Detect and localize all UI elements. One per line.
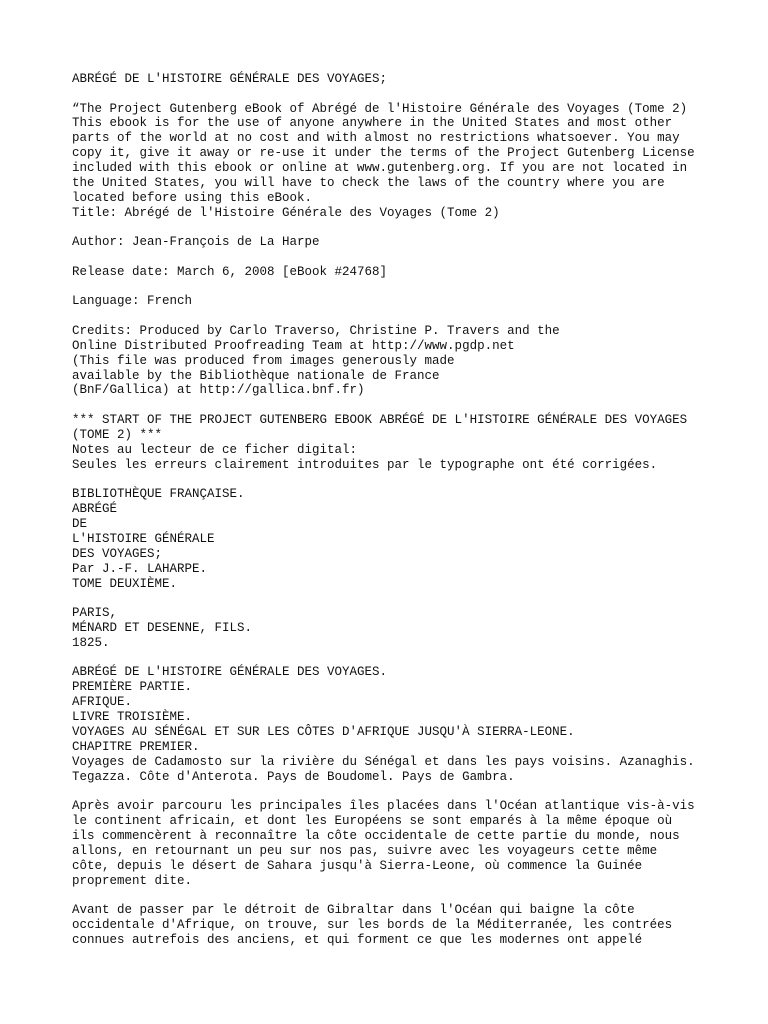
text-line: proprement dite. bbox=[72, 873, 193, 888]
text-line: Language: French bbox=[72, 294, 193, 309]
paragraph bbox=[72, 799, 702, 888]
paragraph bbox=[72, 324, 702, 399]
text-line: Avant de passer par le détroit de Gibraltar dans l'Océan qui baigne la côte bbox=[72, 903, 635, 918]
paragraph bbox=[72, 665, 702, 784]
text-line: Par J.-F. LAHARPE. bbox=[72, 561, 208, 576]
text-line: PARIS, bbox=[72, 606, 118, 621]
text-line: Credits: Produced by Carlo Traverso, Christine P. Travers and the bbox=[72, 323, 560, 338]
text-line: TOME DEUXIÈME. bbox=[72, 576, 178, 591]
text-line: CHAPITRE PREMIER. bbox=[72, 739, 200, 754]
text-line: MÉNARD ET DESENNE, FILS. bbox=[72, 621, 253, 636]
text-line: Après avoir parcouru les principales îles placées dans l'Océan atlantique vis-à-vis bbox=[72, 799, 695, 814]
text-line: “The Project Gutenberg eBook of Abrégé de l'Histoire Générale des Voyages (Tome 2) bbox=[72, 101, 688, 116]
text-line: L'HISTOIRE GÉNÉRALE bbox=[72, 531, 215, 546]
paragraph bbox=[72, 413, 702, 473]
text-line: BIBLIOTHÈQUE FRANÇAISE. bbox=[72, 487, 245, 502]
text-line: DE bbox=[72, 517, 88, 531]
text-line: LIVRE TROISIÈME. bbox=[72, 710, 193, 725]
text-line: allons, en retournant un peu sur nos pas, suivre avec les voyageurs cette même bbox=[72, 844, 658, 858]
text-line: le continent africain, et dont les Européens se sont emparés à la même époque où bbox=[72, 814, 673, 829]
text-line: the United States, you will have to check the laws of the country where you are bbox=[72, 176, 665, 191]
text-line: connues autrefois des anciens, et qui forment ce que les modernes ont appelé bbox=[72, 933, 643, 948]
text-line: located before using this eBook. bbox=[72, 190, 313, 205]
text-line: (BnF/Gallica) at http://gallica.bnf.fr) bbox=[72, 383, 365, 398]
text-line: occidentale d'Afrique, on trouve, sur les bords de la Méditerranée, les contrées bbox=[72, 918, 673, 933]
text-line: côte, depuis le désert de Sahara jusqu'à Sierra-Leone, où commence la Guinée bbox=[72, 858, 643, 873]
paragraph bbox=[72, 606, 702, 651]
text-line: PREMIÈRE PARTIE. bbox=[72, 680, 193, 695]
text-line: DES VOYAGES; bbox=[72, 546, 163, 561]
paragraph bbox=[72, 903, 702, 948]
text-line: Notes au lecteur de ce ficher digital: bbox=[72, 442, 358, 457]
text-line: Release date: March 6, 2008 [eBook #24768] bbox=[72, 264, 388, 279]
text-line: Title: Abrégé de l'Histoire Générale des Voyages (Tome 2) bbox=[72, 205, 500, 220]
paragraph bbox=[72, 487, 702, 591]
text-line: ABRÉGÉ bbox=[72, 502, 118, 517]
text-line: Online Distributed Proofreading Team at http://www.pgdp.net bbox=[72, 338, 515, 353]
paragraph bbox=[72, 265, 702, 280]
text-line: available by the Bibliothèque nationale de France bbox=[72, 368, 440, 383]
text-line: ABRÉGÉ DE L'HISTOIRE GÉNÉRALE DES VOYAGES. bbox=[72, 665, 388, 680]
text-line: AFRIQUE. bbox=[72, 695, 133, 710]
text-line: This ebook is for the use of anyone anywhere in the United States and most other bbox=[72, 116, 673, 131]
text-line: (TOME 2) *** bbox=[72, 427, 163, 442]
text-line: ils commencèrent à reconnaître la côte occidentale de cette partie du monde, nous bbox=[72, 829, 680, 844]
text-line: included with this ebook or online at www.gutenberg.org. If you are not located in bbox=[72, 161, 688, 176]
document-page bbox=[72, 72, 702, 963]
text-line: copy it, give it away or re-use it under the terms of the Project Gutenberg License bbox=[72, 146, 695, 161]
text-line: (This file was produced from images generously made bbox=[72, 353, 455, 368]
text-line: ABRÉGÉ DE L'HISTOIRE GÉNÉRALE DES VOYAGES; bbox=[72, 72, 388, 86]
text-line: *** START OF THE PROJECT GUTENBERG EBOOK ABRÉGÉ DE L'HISTOIRE GÉNÉRALE DES VOYAGES bbox=[72, 412, 688, 427]
paragraph bbox=[72, 102, 702, 221]
text-line: 1825. bbox=[72, 635, 110, 650]
paragraph bbox=[72, 235, 702, 250]
text-line: Tegazza. Côte d'Anterota. Pays de Boudomel. Pays de Gambra. bbox=[72, 769, 515, 784]
paragraph bbox=[72, 294, 702, 309]
paragraph bbox=[72, 72, 702, 87]
text-line: VOYAGES AU SÉNÉGAL ET SUR LES CÔTES D'AFRIQUE JUSQU'À SIERRA-LEONE. bbox=[72, 725, 575, 740]
text-line: Voyages de Cadamosto sur la rivière du Sénégal et dans les pays voisins. Azanaghis. bbox=[72, 754, 695, 769]
text-line: Seules les erreurs clairement introduites par le typographe ont été corrigées. bbox=[72, 457, 658, 472]
text-line: parts of the world at no cost and with almost no restrictions whatsoever. You may bbox=[72, 131, 680, 146]
text-line: Author: Jean-François de La Harpe bbox=[72, 235, 320, 250]
